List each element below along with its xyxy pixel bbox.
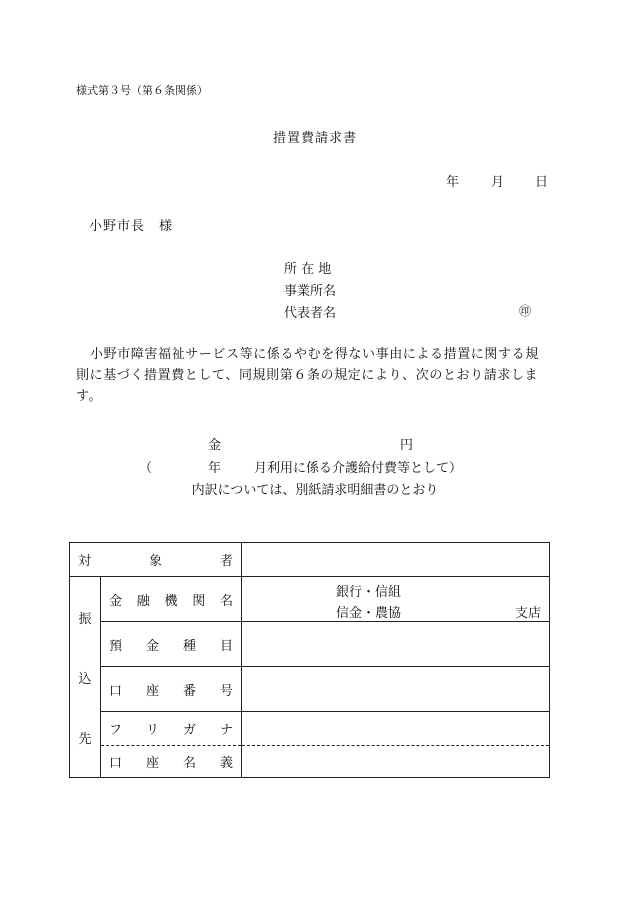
bank-label-char: 関 — [192, 593, 206, 609]
account-number-label-cell — [101, 667, 242, 712]
transfer-label-char: 込 — [78, 671, 92, 687]
account-name-label-char: 座 — [146, 756, 160, 771]
date-year-label: 年 — [446, 175, 460, 190]
breakdown-note: 内訳については、別紙請求明細書のとおり — [191, 483, 439, 498]
location-label: 所 在 地 — [284, 262, 332, 277]
account-number-value-cell[interactable] — [242, 667, 550, 712]
seal-mark: ㊞ — [519, 304, 532, 318]
subject-label-char: 対 — [78, 554, 92, 569]
bank-row — [70, 577, 550, 622]
transfer-label-cell — [70, 577, 101, 778]
amount-yen-label: 円 — [400, 438, 414, 453]
transfer-label-char: 振 — [78, 611, 92, 627]
amount-open-paren: （ — [139, 461, 153, 476]
bank-type-line1: 銀行・信組 — [336, 585, 402, 600]
account-name-row — [70, 746, 550, 778]
furigana-label-cell — [101, 712, 242, 746]
bank-type-line2: 信金・農協 — [336, 606, 402, 621]
account-name-label-char: 口 — [109, 756, 123, 771]
account-number-row — [70, 667, 550, 712]
branch-label: 支店 — [515, 606, 542, 621]
transfer-label-char: 先 — [78, 731, 92, 747]
deposit-type-label-char: 預 — [109, 638, 123, 654]
furigana-value-cell[interactable] — [242, 712, 550, 746]
furigana-row — [70, 712, 550, 746]
account-name-label-cell — [101, 746, 242, 778]
deposit-type-label-cell — [101, 622, 242, 667]
account-number-label-char: 口 — [109, 683, 123, 699]
bank-label-char: 名 — [220, 593, 234, 609]
transfer-table — [69, 542, 550, 778]
account-name-label-char: 義 — [220, 756, 234, 771]
request-body-text: 小野市障害福祉サービス等に係るやむを得ない事由による措置に関する規則に基づく措置費として、同規則第６条の規定により、次のとおり請求します。 — [76, 347, 539, 404]
account-number-label-char: 号 — [220, 683, 234, 699]
amount-kin-label: 金 — [208, 438, 222, 453]
subject-value-cell[interactable] — [242, 543, 550, 577]
deposit-type-row — [70, 622, 550, 667]
representative-label: 代表者名 — [284, 306, 337, 321]
account-name-value-cell[interactable] — [242, 746, 550, 778]
deposit-type-value-cell[interactable] — [242, 622, 550, 667]
form-number: 様式第３号（第６条関係） — [76, 84, 208, 97]
account-number-label-char: 座 — [146, 683, 160, 699]
furigana-label-char: ガ — [183, 723, 197, 738]
subject-label-char: 者 — [220, 554, 234, 569]
amount-usage-text: 月利用に係る介護給付費等として） — [254, 461, 463, 476]
subject-row — [70, 543, 550, 577]
deposit-type-label-char: 種 — [183, 638, 197, 654]
subject-label-cell — [70, 543, 242, 577]
account-number-label-char: 番 — [183, 683, 197, 699]
account-name-label-char: 名 — [183, 756, 197, 771]
document-title: 措置費請求書 — [272, 131, 357, 146]
bank-label-char: 融 — [136, 593, 150, 609]
date-day-label: 日 — [535, 175, 549, 190]
date-month-label: 月 — [491, 175, 505, 190]
deposit-type-label-char: 目 — [220, 638, 234, 654]
furigana-label-char: フ — [109, 723, 123, 738]
bank-label-char: 機 — [164, 593, 178, 609]
furigana-label-char: ナ — [220, 723, 234, 738]
office-name-label: 事業所名 — [284, 284, 337, 299]
furigana-label-char: リ — [146, 723, 160, 738]
bank-label-char: 金 — [109, 593, 123, 609]
bank-value-cell[interactable] — [242, 577, 550, 622]
deposit-type-label-char: 金 — [146, 638, 160, 654]
addressee: 小野市長 様 — [89, 219, 174, 234]
subject-label-char: 象 — [149, 554, 163, 569]
bank-label-cell — [101, 577, 242, 622]
amount-year-label: 年 — [208, 461, 222, 476]
